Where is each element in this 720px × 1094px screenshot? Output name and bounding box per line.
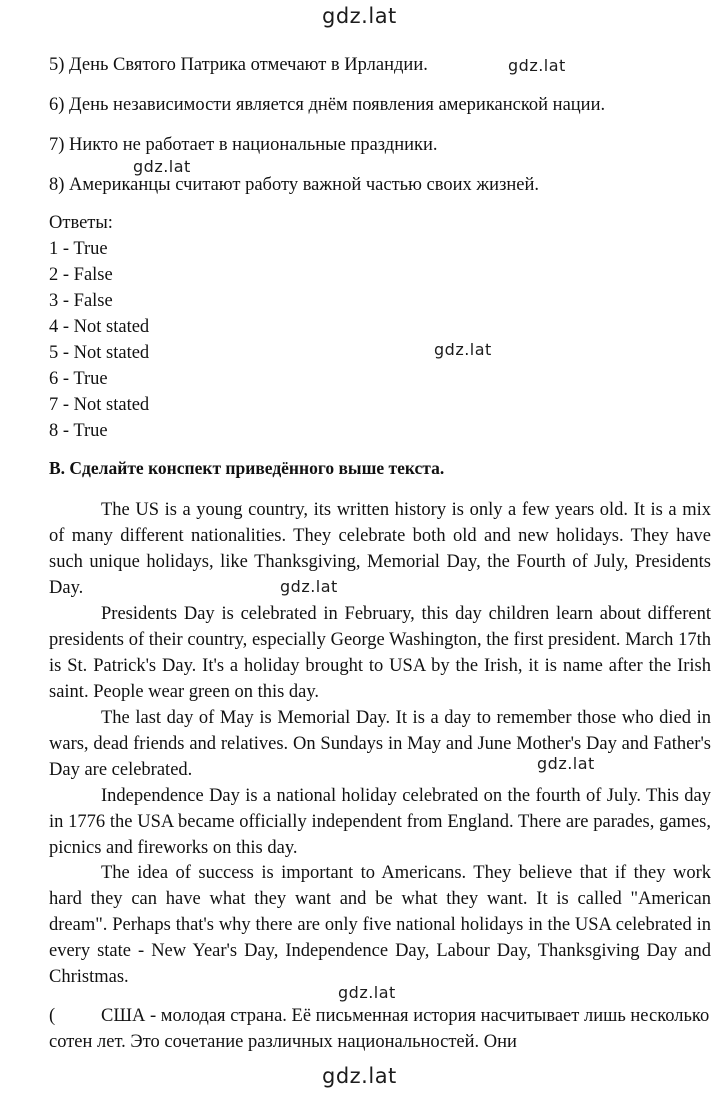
- watermark-bottom: gdz.lat: [322, 1064, 397, 1088]
- paragraph: The last day of May is Memorial Day. It is a day to remember those who died in wars, dead friends and relatives. On Sundays in May and June Mother's Day and Father's Day are celebrated.: [49, 708, 711, 780]
- open-paren: (: [49, 1006, 56, 1026]
- answer-item: 1 - True: [49, 239, 108, 259]
- answer-item: 4 - Not stated: [49, 317, 150, 337]
- statement-5: 5) День Святого Патрика отмечают в Ирландии.: [49, 55, 428, 75]
- watermark: gdz.lat: [338, 983, 396, 1002]
- section-heading: B. Сделайте конспект приведённого выше текста.: [49, 458, 445, 478]
- watermark: gdz.lat: [508, 56, 566, 75]
- paragraph: Independence Day is a national holiday celebrated on the fourth of July. This day in 1776 the USA became officially independent from England. There are parades, games, picnics and fireworks on this day.: [49, 786, 711, 858]
- russian-text: США - молодая страна. Её письменная история насчитывает лишь несколько сотен лет. Это сочетание различных национальностей. Они: [49, 1006, 710, 1052]
- russian-paragraph: [49, 1003, 711, 1055]
- paragraph: The idea of success is important to Americans. They believe that if they work hard they can have what they want and be what they want. It is called "American dream". Perhaps that's why there are only five national holidays in the USA celebrated in every state - New Year's Day, Independence Day, Labour Day, Thanksgiving Day and Christmas.: [49, 863, 711, 987]
- watermark: gdz.lat: [537, 754, 595, 773]
- answer-item: 3 - False: [49, 291, 113, 311]
- paragraph: The US is a young country, its written history is only a few years old. It is a mix of many different nationalities. They celebrate both old and new holidays. They have such unique holidays, like Thanksgiving, Memorial Day, the Fourth of July, Presidents Day.: [49, 500, 711, 598]
- statement-8: 8) Американцы считают работу важной частью своих жизней.: [49, 175, 540, 195]
- answer-item: 5 - Not stated: [49, 343, 150, 363]
- answer-item: 8 - True: [49, 421, 108, 441]
- statement-7: 7) Никто не работает в национальные праздники.: [49, 135, 438, 155]
- watermark-top: gdz.lat: [322, 4, 397, 28]
- answer-item: 6 - True: [49, 369, 108, 389]
- answers-title: Ответы:: [49, 213, 113, 233]
- watermark: gdz.lat: [280, 577, 338, 596]
- answer-item: 2 - False: [49, 265, 113, 285]
- statement-6: 6) День независимости является днём появления американской нации.: [49, 95, 606, 115]
- watermark: gdz.lat: [133, 157, 191, 176]
- answer-item: 7 - Not stated: [49, 395, 150, 415]
- watermark: gdz.lat: [434, 340, 492, 359]
- paragraph: Presidents Day is celebrated in February, this day children learn about different presidents of their country, especially George Washington, the first president. March 17th is St. Patrick's Day. It's a holiday brought to USA by the Irish, it is name after the Irish saint. People wear green on this day.: [49, 604, 711, 702]
